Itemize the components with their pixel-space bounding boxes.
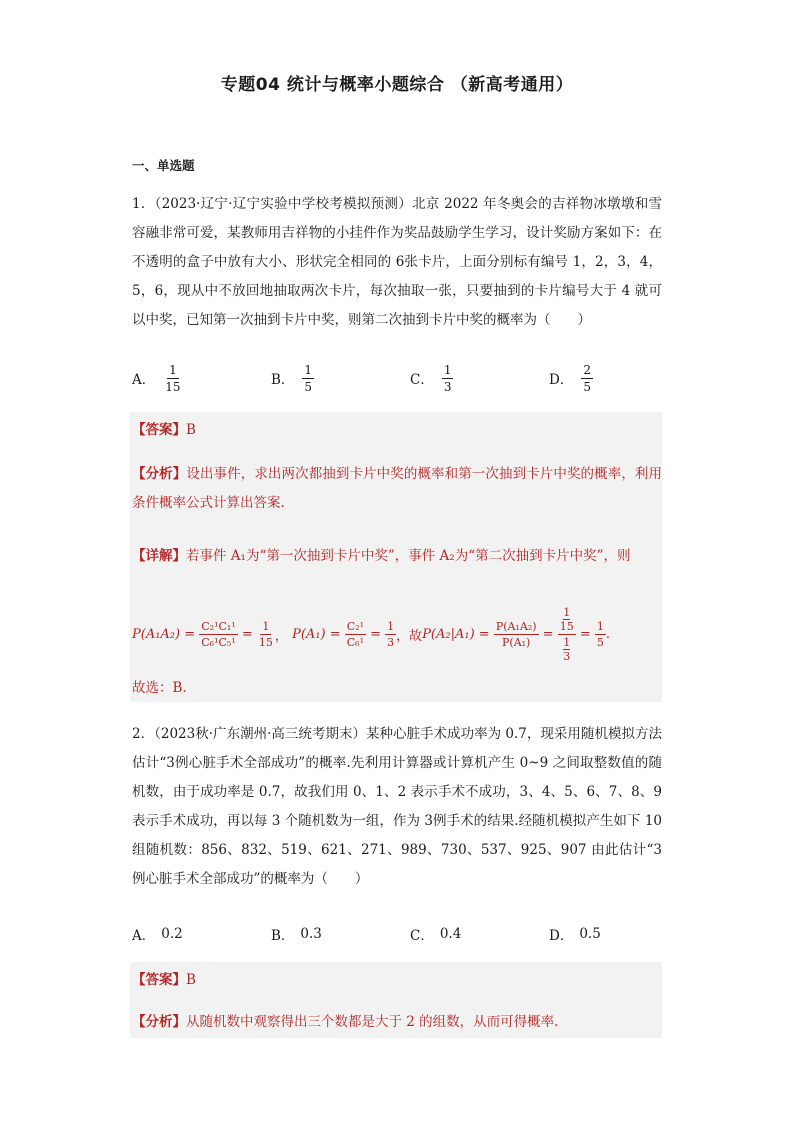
option-c-label: C．: [410, 372, 434, 388]
option-b: [271, 914, 322, 954]
formula-eq1-value: [257, 620, 275, 649]
formula-p-conditional: P(A₂|A₁): [422, 627, 475, 642]
option-b-label: B．: [271, 372, 295, 388]
formula-eq1-value-numerator: 1: [262, 620, 270, 633]
document-title: 专题04 统计与概率小题综合 （新高考通用）: [220, 75, 574, 95]
option-b-fraction: [302, 363, 314, 394]
formula-conjunction: ，故: [396, 629, 423, 644]
question-1-formula: P(A₁A₂) = $\frac{\text{C₂¹C₁¹}}{\text{C₆¹C₅¹}}$ = $\frac{1}{15}$ ， P(A₁) = $\frac{\text{C₂¹}}{\text{C₆¹}}$ = $\frac{1}{3}$ ，故 P(A₂|A₁) = $\frac{\text{P(A₁A₂)}}{\text{P(A₁)}}$ = $\frac{\frac{1}{15}}{\frac{1}{3}}$ = $\frac{1}{5}$ .: [132, 606, 611, 663]
answer-tag: 【答案】: [132, 422, 186, 438]
option-b-denominator: 5: [304, 379, 313, 394]
option-a-fraction: [163, 363, 182, 394]
analysis-text: 从随机数中观察得出三个数都是大于 2 的组数，从而可得概率.: [186, 1014, 559, 1030]
formula-eq3-fraction: [494, 620, 539, 649]
question-1-choose: 故选：B.: [132, 680, 187, 696]
question-1-answer: [132, 420, 196, 440]
option-d: [549, 358, 593, 398]
formula-eq2-fraction: [345, 620, 366, 649]
option-c: [410, 358, 453, 398]
answer-value: B: [186, 422, 196, 438]
formula-eq3-compound: [558, 606, 576, 663]
option-d-label: D．: [549, 372, 574, 388]
detail-tag: 【详解】: [132, 548, 186, 564]
option-b-label: B．: [271, 928, 295, 944]
formula-eq1-fraction: [199, 620, 237, 649]
formula-eq3-value-denominator: 5: [596, 636, 604, 649]
option-c-label: C．: [410, 928, 434, 944]
analysis-text: 设出事件，求出两次都抽到卡片中奖的概率和第一次抽到卡片中奖的概率，利用条件概率公式计算出答案.: [132, 466, 663, 511]
option-d-label: D．: [549, 928, 574, 944]
section-heading: 一、单选题: [132, 158, 195, 173]
question-1-text: 1．（2023·辽宁·辽宁实验中学校考模拟预测）北京 2022 年冬奥会的吉祥物冰墩墩和雪容融非常可爱，某教师用吉祥物的小挂件作为奖品鼓励学生学习，设计奖励方案如下：在不透明的盒子中放有大小、形状完全相同的 6张卡片，上面分别标有编号 1，2，3，4，5，6，现从中不放回地抽取两次卡片，每次抽取一张，只要抽到的卡片编号大于 4 就可以中奖，已知第一次抽到卡片中奖，则第二次抽到卡片中奖的概率为（ ）: [132, 196, 662, 328]
option-a-value: 0.2: [161, 926, 183, 942]
formula-eq2-value-denominator: 3: [387, 636, 395, 649]
formula-eq2-value: [385, 620, 396, 649]
formula-eq2-denominator: C₆¹: [346, 636, 364, 649]
answer-value: B: [186, 972, 196, 988]
question-2-answer: [132, 970, 196, 990]
formula-eq3-compound-num-num: 1: [563, 606, 571, 619]
question-1-detail: [132, 542, 662, 571]
formula-eq1-value-denominator: 15: [258, 636, 273, 649]
analysis-tag: 【分析】: [132, 466, 187, 482]
option-d-value: 0.5: [579, 926, 601, 942]
detail-text: 若事件 A₁为“第一次抽到卡片中奖”，事件 A₂为“第二次抽到卡片中奖”，则: [186, 548, 631, 564]
question-2-text: 2．（2023秋·广东潮州·高三统考期末）某种心脏手术成功率为 0.7，现采用随机模拟方法估计“3例心脏手术全部成功”的概率.先利用计算器或计算机产生 0~9 之间取整数值的随机数，由于成功率是 0.7，故我们用 0、1、2 表示手术不成功，3、4、5、6、7、8、9 表示手术成功，再以每 3 个随机数为一组，作为 3例手术的结果.经随机模拟产生如下 10 组随机数：856、832、519、621、271、989、730、537、925、907 由此估计“3例心脏手术全部成功”的概率为（ ）: [132, 726, 662, 887]
formula-eq3-value: [595, 620, 606, 649]
option-d-numerator: 2: [583, 362, 591, 377]
option-a-numerator: 1: [169, 362, 177, 377]
option-b-numerator: 1: [304, 362, 313, 377]
option-c-fraction: [442, 363, 454, 394]
option-b-value: 0.3: [300, 926, 322, 942]
option-b: [271, 358, 314, 398]
formula-p-a1a2: P(A₁A₂): [132, 627, 181, 642]
question-1-options: [132, 358, 662, 398]
formula-eq3-compound-den-den: 3: [563, 650, 571, 663]
option-c-numerator: 1: [443, 362, 452, 377]
formula-eq3-compound-num-den: 15: [559, 620, 574, 633]
formula-eq3-value-numerator: 1: [596, 620, 604, 633]
question-2-analysis: [132, 1012, 558, 1032]
option-a-label: A．: [132, 372, 156, 388]
answer-tag: 【答案】: [132, 972, 186, 988]
formula-eq2-value-numerator: 1: [387, 620, 395, 633]
formula-eq2-numerator: C₂¹: [346, 620, 364, 633]
option-d: [549, 914, 601, 954]
option-c: [410, 914, 461, 954]
option-a-denominator: 15: [165, 379, 181, 394]
formula-eq3-denominator: P(A₁): [502, 636, 531, 649]
formula-eq3-compound-denominator: [561, 635, 572, 663]
formula-eq3-compound-den-num: 1: [563, 636, 571, 649]
option-c-value: 0.4: [439, 926, 462, 942]
formula-eq3-compound-numerator: [558, 606, 576, 635]
formula-eq3-numerator: P(A₁A₂): [495, 620, 537, 633]
question-1-analysis: [132, 460, 662, 518]
formula-eq1-denominator: C₆¹C₅¹: [201, 636, 236, 649]
option-a: [132, 358, 183, 398]
option-c-denominator: 3: [443, 379, 452, 394]
option-a-label: A．: [132, 928, 156, 944]
formula-p-a1: P(A₁): [292, 627, 326, 642]
question-2-options: [132, 914, 662, 954]
formula-eq1-numerator: C₂¹C₁¹: [201, 620, 236, 633]
option-d-fraction: [581, 363, 593, 394]
option-a: [132, 914, 183, 954]
analysis-tag: 【分析】: [132, 1014, 186, 1030]
option-d-denominator: 5: [583, 379, 591, 394]
